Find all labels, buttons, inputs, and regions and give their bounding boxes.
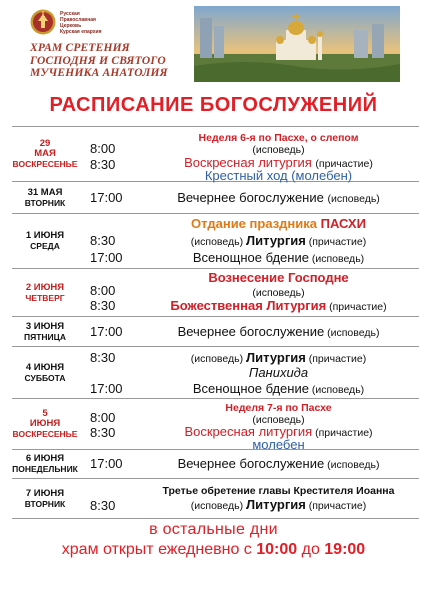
date-cell	[12, 479, 78, 518]
page-title: РАСПИСАНИЕ БОГОСЛУЖЕНИЙ	[49, 94, 378, 116]
service-time: 8:00	[90, 410, 116, 425]
date-weekday: ЧЕТВЕРГ	[25, 292, 65, 303]
event-line	[138, 497, 419, 514]
service-note: (исповедь)	[324, 459, 380, 471]
feast-heading-text: Отдание праздника	[191, 216, 321, 231]
date-day: 7 ИЮНЯ	[25, 487, 65, 499]
table-row	[12, 450, 419, 479]
service-time: 8:30	[90, 233, 116, 248]
date-weekday: ВТОРНИК	[24, 197, 66, 208]
table-row	[12, 127, 419, 182]
service-name: Вечернее богослужение	[177, 456, 325, 471]
service-note: (причастие)	[305, 353, 367, 365]
feast-heading: Неделя 6-я по Пасхе, о слепом	[198, 132, 359, 144]
date-cell	[12, 317, 78, 346]
date-cell	[12, 127, 78, 181]
date-cell	[12, 182, 78, 213]
org-line: Церковь	[60, 23, 82, 29]
date-weekday: ВОСКРЕСЕНЬЕ	[12, 159, 78, 169]
events-cell	[138, 479, 419, 518]
event-line: (исповедь)	[252, 414, 305, 426]
service-note: (исповедь)	[308, 384, 365, 396]
header	[28, 6, 400, 82]
date-weekday: ПОНЕДЕЛЬНИК	[12, 464, 78, 474]
service-time: 8:00	[90, 141, 116, 156]
events-cell	[138, 317, 419, 346]
date-weekday: СУББОТА	[24, 372, 66, 383]
date-cell	[12, 214, 78, 268]
church-emblem-icon	[30, 8, 56, 36]
times-cell	[78, 182, 138, 213]
date-cell	[12, 269, 78, 316]
service-note: (исповедь)	[190, 353, 247, 365]
date-cell	[12, 450, 78, 478]
date-day: 1 ИЮНЯ	[25, 230, 65, 241]
close-time: 19:00	[324, 541, 366, 558]
service-note: (причастие)	[315, 158, 373, 170]
table-row	[12, 269, 419, 317]
times-cell	[78, 399, 138, 449]
service-time: 8:30	[90, 298, 116, 313]
event-line	[138, 298, 419, 315]
event-line: (исповедь)	[252, 144, 305, 156]
date-day: 4 ИЮНЯ	[25, 361, 65, 373]
event-line: Крестный ход (молебен)	[204, 168, 353, 183]
service-time: 8:30	[90, 350, 116, 365]
date-day: 29	[39, 138, 51, 149]
feast-heading	[138, 216, 419, 232]
event-line: (исповедь)	[252, 287, 305, 299]
date-day: 31 МАЯ	[27, 186, 63, 198]
times-cell	[78, 347, 138, 398]
service-note: (причастие)	[305, 500, 367, 512]
service-time: 17:00	[90, 324, 123, 339]
feast-heading-highlight: ПАСХИ	[320, 216, 366, 231]
events-cell	[138, 450, 419, 478]
service-time: 8:30	[90, 425, 116, 440]
service-note: (исповедь)	[190, 500, 247, 512]
service-name: Всенощное бдение	[192, 381, 309, 396]
date-weekday: СРЕДА	[30, 241, 60, 251]
table-row	[12, 182, 419, 214]
times-cell	[78, 317, 138, 346]
times-cell	[78, 450, 138, 478]
header-left	[28, 6, 193, 82]
service-note: (исповедь)	[324, 327, 380, 339]
service-time: 8:00	[90, 283, 116, 298]
service-name: Литургия	[246, 233, 306, 248]
service-note: (причастие)	[326, 301, 387, 313]
schedule-table	[12, 126, 419, 519]
times-cell	[78, 269, 138, 316]
date-month: МАЯ	[34, 148, 56, 159]
date-weekday: ПЯТНИЦА	[23, 331, 66, 342]
diocese-text	[60, 11, 170, 35]
events-cell	[138, 127, 419, 181]
org-line: Курская епархия	[60, 29, 102, 35]
event-line	[138, 190, 419, 207]
org-line: Православная	[60, 17, 96, 23]
date-day: 6 ИЮНЯ	[25, 453, 65, 464]
service-name: Вечернее богослужение	[177, 190, 324, 205]
date-month: ИЮНЯ	[29, 418, 61, 429]
event-line: молебен	[252, 437, 305, 452]
service-name: Вечернее богослужение	[177, 324, 325, 339]
event-line	[138, 233, 419, 250]
date-day: 2 ИЮНЯ	[25, 281, 65, 293]
feast-heading: Неделя 7-я по Пасхе	[225, 402, 332, 414]
open-time: 10:00	[256, 541, 298, 558]
footer-line: в остальные дни	[149, 521, 278, 538]
service-note: (исповедь)	[308, 253, 365, 265]
footer-hours	[0, 541, 427, 559]
service-time: 17:00	[90, 250, 123, 265]
service-name: Воскресная литургия	[184, 424, 313, 439]
service-note: (исповедь)	[327, 193, 380, 205]
date-weekday: ВОСКРЕСЕНЬЕ	[12, 429, 78, 439]
feast-heading: Третье обретение главы Крестителя Иоанна	[162, 485, 395, 497]
service-note: (причастие)	[312, 427, 373, 439]
service-name: Воскресная литургия	[184, 155, 312, 170]
events-cell	[138, 182, 419, 213]
table-row	[12, 347, 419, 399]
table-row	[12, 399, 419, 450]
date-day: 3 ИЮНЯ	[25, 320, 65, 332]
event-line	[138, 250, 419, 267]
times-cell	[78, 127, 138, 181]
church-name	[30, 42, 195, 80]
service-time: 17:00	[90, 190, 123, 205]
service-name: Литургия	[246, 497, 306, 512]
date-cell	[12, 399, 78, 449]
service-note: (исповедь)	[190, 236, 247, 248]
church-photo	[194, 6, 400, 82]
service-note: (причастие)	[305, 236, 367, 248]
service-name: Всенощное бдение	[192, 250, 309, 265]
table-row	[12, 479, 419, 519]
date-cell	[12, 347, 78, 398]
service-time: 8:30	[90, 498, 116, 513]
date-day: 5	[42, 408, 48, 419]
service-time: 17:00	[90, 456, 123, 471]
table-row	[12, 214, 419, 269]
church-name-line: ГОСПОДНЯ И СВЯТОГО	[30, 54, 166, 67]
times-cell	[78, 479, 138, 518]
times-cell	[78, 214, 138, 268]
org-line: Русская	[60, 11, 80, 17]
church-name-line: ХРАМ СРЕТЕНИЯ	[30, 42, 130, 54]
church-name-line: МУЧЕНИКА АНАТОЛИЯ	[30, 67, 168, 79]
diocese-logo	[30, 8, 195, 38]
event-line	[138, 381, 419, 398]
event-line	[138, 456, 419, 473]
events-cell	[138, 269, 419, 316]
event-line: Панихида	[248, 365, 309, 380]
events-cell	[138, 399, 419, 452]
date-weekday: ВТОРНИК	[24, 498, 66, 509]
footer-text: до	[297, 541, 325, 558]
feast-heading: Вознесение Господне	[208, 270, 349, 285]
service-name: Литургия	[246, 350, 306, 365]
service-time: 8:30	[90, 157, 116, 172]
service-name: Божественная Литургия	[170, 298, 327, 313]
table-row	[12, 317, 419, 347]
events-cell	[138, 214, 419, 268]
footer-text: храм открыт ежедневно с	[61, 541, 257, 558]
event-line	[138, 324, 419, 341]
service-time: 17:00	[90, 381, 123, 396]
events-cell	[138, 347, 419, 398]
